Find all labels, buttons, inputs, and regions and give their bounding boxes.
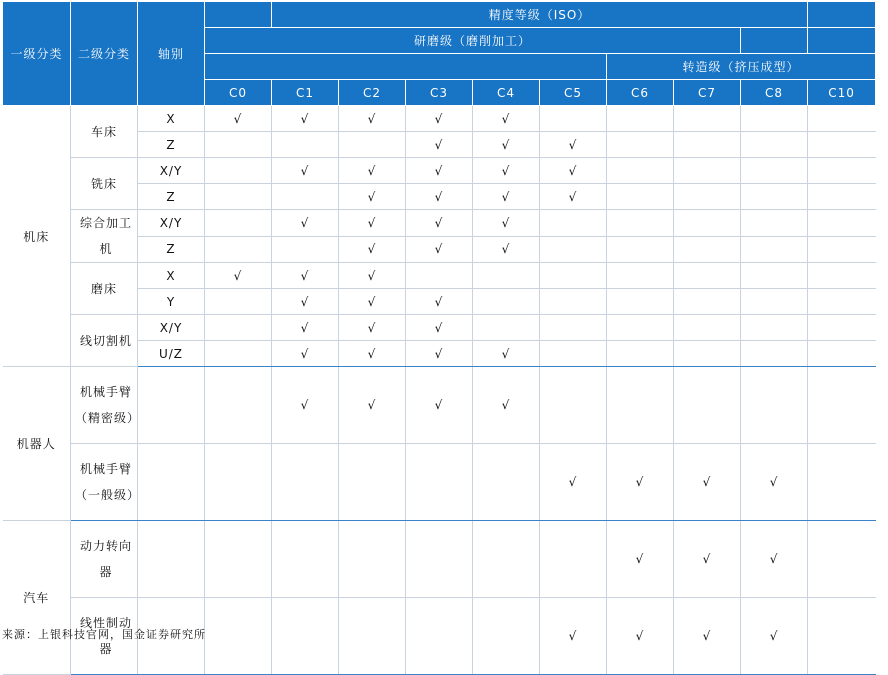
check-icon: √: [702, 629, 712, 643]
grade-cell-c8: [741, 341, 808, 367]
grade-cell-c4: [473, 598, 540, 675]
grade-header-c8: C8: [741, 80, 808, 106]
rolled-header: 转造级（挤压成型）: [607, 54, 876, 80]
level2-cell: 综合加工机: [71, 210, 138, 263]
check-icon: √: [300, 294, 310, 309]
grade-cell-c2: [339, 210, 406, 237]
check-icon: √: [769, 629, 779, 643]
grade-cell-c6: [607, 341, 674, 367]
check-icon: √: [501, 398, 511, 412]
grade-cell-c7: [674, 263, 741, 289]
check-icon: √: [367, 268, 377, 283]
grade-header-c3: C3: [406, 80, 473, 106]
grade-cell-c6: [607, 315, 674, 341]
table-row: [3, 263, 876, 289]
table-header: [3, 2, 876, 106]
check-icon: √: [300, 111, 310, 126]
grade-cell-c3: [406, 210, 473, 237]
check-icon: √: [434, 189, 444, 204]
grade-cell-c2: [339, 341, 406, 367]
check-icon: √: [434, 215, 444, 230]
grade-header-c2: C2: [339, 80, 406, 106]
check-icon: √: [501, 137, 511, 152]
header-blank: [808, 28, 876, 54]
grade-cell-c0: [205, 367, 272, 444]
grade-cell-c4: [473, 444, 540, 521]
grade-cell-c8: [741, 598, 808, 675]
check-icon: √: [434, 137, 444, 152]
check-icon: √: [300, 268, 310, 283]
grade-cell-c7: [674, 367, 741, 444]
grade-cell-c4: [473, 210, 540, 237]
grade-header-c5: C5: [540, 80, 607, 106]
grade-cell-c1: [272, 367, 339, 444]
check-icon: √: [568, 475, 578, 489]
level2-cell: 铣床: [71, 158, 138, 210]
axis-cell: [138, 521, 205, 598]
grade-cell-c3: [406, 132, 473, 158]
grade-cell-c6: [607, 289, 674, 315]
grade-cell-c3: [406, 521, 473, 598]
grade-cell-c1: [272, 315, 339, 341]
check-icon: √: [434, 320, 444, 335]
grade-header-c7: C7: [674, 80, 741, 106]
level2-header: 二级分类: [71, 2, 138, 106]
check-icon: √: [501, 163, 511, 178]
grade-header-c10: C10: [808, 80, 876, 106]
precision-header: 精度等级（ISO）: [272, 2, 808, 28]
grade-cell-c10: [808, 315, 876, 341]
grade-cell-c7: [674, 236, 741, 263]
check-icon: √: [233, 111, 243, 126]
grade-cell-c0: [205, 236, 272, 263]
check-icon: √: [501, 189, 511, 204]
table-row: [3, 158, 876, 184]
grade-cell-c6: [607, 521, 674, 598]
grade-cell-c4: [473, 158, 540, 184]
level2-cell: 线切割机: [71, 315, 138, 367]
table-row: [3, 521, 876, 598]
axis-cell: X/Y: [138, 315, 205, 341]
grade-cell-c2: [339, 158, 406, 184]
check-icon: √: [367, 398, 377, 412]
grade-cell-c7: [674, 289, 741, 315]
grade-cell-c6: [607, 263, 674, 289]
axis-cell: X/Y: [138, 158, 205, 184]
grade-cell-c6: [607, 158, 674, 184]
check-icon: √: [568, 137, 578, 152]
grade-cell-c3: [406, 158, 473, 184]
grade-header-c6: C6: [607, 80, 674, 106]
check-icon: √: [501, 346, 511, 361]
grade-header-c0: C0: [205, 80, 272, 106]
grade-cell-c5: [540, 158, 607, 184]
grade-cell-c7: [674, 341, 741, 367]
grade-cell-c10: [808, 158, 876, 184]
header-blank: [205, 2, 272, 28]
grade-cell-c0: [205, 132, 272, 158]
grade-cell-c8: [741, 315, 808, 341]
level1-cell: 汽车: [3, 521, 71, 675]
level2-cell: 机械手臂（一般级）: [71, 444, 138, 521]
grade-cell-c3: [406, 289, 473, 315]
grade-cell-c3: [406, 263, 473, 289]
grade-cell-c1: [272, 341, 339, 367]
grade-cell-c5: [540, 132, 607, 158]
grade-cell-c2: [339, 315, 406, 341]
check-icon: √: [367, 111, 377, 126]
grade-cell-c10: [808, 521, 876, 598]
check-icon: √: [434, 111, 444, 126]
grade-cell-c7: [674, 184, 741, 210]
axis-cell: Z: [138, 236, 205, 263]
grade-cell-c6: [607, 132, 674, 158]
axis-cell: Y: [138, 289, 205, 315]
check-icon: √: [568, 163, 578, 178]
grade-cell-c2: [339, 444, 406, 521]
grade-cell-c6: [607, 184, 674, 210]
level2-cell: 磨床: [71, 263, 138, 315]
header-blank: [741, 28, 808, 54]
check-icon: √: [568, 189, 578, 204]
grade-cell-c1: [272, 210, 339, 237]
grade-header-c4: C4: [473, 80, 540, 106]
grade-cell-c4: [473, 341, 540, 367]
check-icon: √: [367, 294, 377, 309]
check-icon: √: [635, 629, 645, 643]
check-icon: √: [434, 294, 444, 309]
grade-cell-c4: [473, 184, 540, 210]
check-icon: √: [300, 346, 310, 361]
grade-cell-c1: [272, 598, 339, 675]
grade-cell-c5: [540, 521, 607, 598]
grade-cell-c10: [808, 444, 876, 521]
grade-cell-c2: [339, 367, 406, 444]
axis-cell: [138, 444, 205, 521]
grade-cell-c5: [540, 444, 607, 521]
check-icon: √: [501, 111, 511, 126]
grade-cell-c0: [205, 289, 272, 315]
grade-cell-c7: [674, 106, 741, 132]
grade-cell-c8: [741, 521, 808, 598]
grade-cell-c2: [339, 106, 406, 132]
grade-cell-c4: [473, 367, 540, 444]
grade-cell-c4: [473, 289, 540, 315]
check-icon: √: [367, 320, 377, 335]
check-icon: √: [367, 189, 377, 204]
grade-cell-c0: [205, 315, 272, 341]
table-row: [3, 106, 876, 132]
check-icon: √: [434, 163, 444, 178]
grade-cell-c3: [406, 315, 473, 341]
grade-cell-c2: [339, 289, 406, 315]
grade-cell-c8: [741, 263, 808, 289]
source-note: 来源：上银科技官网，国金证券研究所: [2, 628, 206, 641]
check-icon: √: [635, 552, 645, 566]
grade-cell-c7: [674, 598, 741, 675]
grade-cell-c0: [205, 521, 272, 598]
table-row: [3, 315, 876, 341]
check-icon: √: [769, 475, 779, 489]
check-icon: √: [300, 320, 310, 335]
axis-cell: Z: [138, 132, 205, 158]
grade-cell-c0: [205, 158, 272, 184]
level2-cell: 车床: [71, 106, 138, 158]
check-icon: √: [233, 268, 243, 283]
check-icon: √: [367, 163, 377, 178]
level2-cell: 机械手臂（精密级）: [71, 367, 138, 444]
grade-cell-c6: [607, 598, 674, 675]
grade-cell-c7: [674, 210, 741, 237]
grade-cell-c8: [741, 289, 808, 315]
grade-cell-c2: [339, 521, 406, 598]
grade-cell-c8: [741, 236, 808, 263]
grade-cell-c2: [339, 598, 406, 675]
grade-cell-c4: [473, 315, 540, 341]
grade-cell-c6: [607, 106, 674, 132]
check-icon: √: [501, 215, 511, 230]
check-icon: √: [635, 475, 645, 489]
grade-cell-c1: [272, 184, 339, 210]
header-blank: [808, 2, 876, 28]
grade-cell-c0: [205, 106, 272, 132]
grade-cell-c4: [473, 132, 540, 158]
grade-cell-c1: [272, 132, 339, 158]
check-icon: √: [769, 552, 779, 566]
grade-cell-c10: [808, 367, 876, 444]
level2-cell: 动力转向器: [71, 521, 138, 598]
grade-cell-c3: [406, 598, 473, 675]
precision-grade-table: [2, 1, 876, 675]
grade-cell-c5: [540, 598, 607, 675]
grade-cell-c1: [272, 106, 339, 132]
check-icon: √: [568, 629, 578, 643]
axis-cell: [138, 367, 205, 444]
grade-cell-c3: [406, 367, 473, 444]
grade-cell-c5: [540, 289, 607, 315]
grade-cell-c0: [205, 341, 272, 367]
table-row: [3, 210, 876, 237]
grade-cell-c3: [406, 106, 473, 132]
grade-cell-c1: [272, 236, 339, 263]
grade-cell-c10: [808, 289, 876, 315]
grade-cell-c7: [674, 444, 741, 521]
grade-cell-c10: [808, 184, 876, 210]
grade-header-c1: C1: [272, 80, 339, 106]
grade-cell-c0: [205, 598, 272, 675]
axis-header: 轴别: [138, 2, 205, 106]
grade-cell-c6: [607, 210, 674, 237]
grade-cell-c8: [741, 367, 808, 444]
grade-cell-c4: [473, 521, 540, 598]
check-icon: √: [300, 398, 310, 412]
check-icon: √: [300, 163, 310, 178]
grade-cell-c3: [406, 184, 473, 210]
axis-cell: X: [138, 106, 205, 132]
grade-cell-c1: [272, 521, 339, 598]
table-row: [3, 367, 876, 444]
grade-cell-c1: [272, 289, 339, 315]
ground-header: 研磨级（磨削加工）: [205, 28, 741, 54]
grade-cell-c7: [674, 521, 741, 598]
grade-cell-c10: [808, 106, 876, 132]
grade-cell-c2: [339, 132, 406, 158]
grade-cell-c1: [272, 263, 339, 289]
grade-cell-c10: [808, 598, 876, 675]
level1-header: 一级分类: [3, 2, 71, 106]
table-body: [3, 106, 876, 675]
grade-cell-c0: [205, 184, 272, 210]
grade-cell-c1: [272, 158, 339, 184]
grade-cell-c5: [540, 263, 607, 289]
check-icon: √: [702, 475, 712, 489]
grade-cell-c10: [808, 263, 876, 289]
grade-cell-c10: [808, 341, 876, 367]
grade-cell-c7: [674, 158, 741, 184]
grade-cell-c3: [406, 236, 473, 263]
grade-cell-c6: [607, 236, 674, 263]
check-icon: √: [434, 398, 444, 412]
grade-cell-c10: [808, 236, 876, 263]
axis-cell: Z: [138, 184, 205, 210]
grade-cell-c2: [339, 236, 406, 263]
grade-cell-c8: [741, 184, 808, 210]
grade-cell-c2: [339, 184, 406, 210]
grade-cell-c0: [205, 263, 272, 289]
grade-cell-c4: [473, 236, 540, 263]
grade-cell-c5: [540, 184, 607, 210]
grade-cell-c3: [406, 444, 473, 521]
check-icon: √: [434, 242, 444, 257]
level2-cell: 线性制动器: [71, 598, 138, 675]
check-icon: √: [501, 242, 511, 257]
grade-cell-c3: [406, 341, 473, 367]
axis-cell: X/Y: [138, 210, 205, 237]
table-row: [3, 444, 876, 521]
grade-cell-c4: [473, 106, 540, 132]
grade-cell-c8: [741, 210, 808, 237]
grade-cell-c6: [607, 444, 674, 521]
grade-cell-c10: [808, 132, 876, 158]
grade-cell-c5: [540, 341, 607, 367]
grade-cell-c0: [205, 444, 272, 521]
grade-cell-c8: [741, 106, 808, 132]
grade-cell-c6: [607, 367, 674, 444]
check-icon: √: [367, 346, 377, 361]
grade-cell-c5: [540, 210, 607, 237]
grade-cell-c5: [540, 236, 607, 263]
grade-cell-c1: [272, 444, 339, 521]
check-icon: √: [702, 552, 712, 566]
level1-cell: 机器人: [3, 367, 71, 521]
axis-cell: X: [138, 263, 205, 289]
grade-cell-c7: [674, 132, 741, 158]
grade-cell-c5: [540, 106, 607, 132]
grade-cell-c7: [674, 315, 741, 341]
check-icon: √: [367, 242, 377, 257]
check-icon: √: [434, 346, 444, 361]
grade-cell-c8: [741, 158, 808, 184]
grade-cell-c2: [339, 263, 406, 289]
grade-cell-c5: [540, 367, 607, 444]
grade-cell-c5: [540, 315, 607, 341]
level1-cell: 机床: [3, 106, 71, 367]
grade-cell-c4: [473, 263, 540, 289]
grade-cell-c8: [741, 444, 808, 521]
header-blank: [205, 54, 607, 80]
grade-cell-c0: [205, 210, 272, 237]
check-icon: √: [367, 215, 377, 230]
grade-cell-c8: [741, 132, 808, 158]
check-icon: √: [300, 215, 310, 230]
axis-cell: U/Z: [138, 341, 205, 367]
grade-cell-c10: [808, 210, 876, 237]
